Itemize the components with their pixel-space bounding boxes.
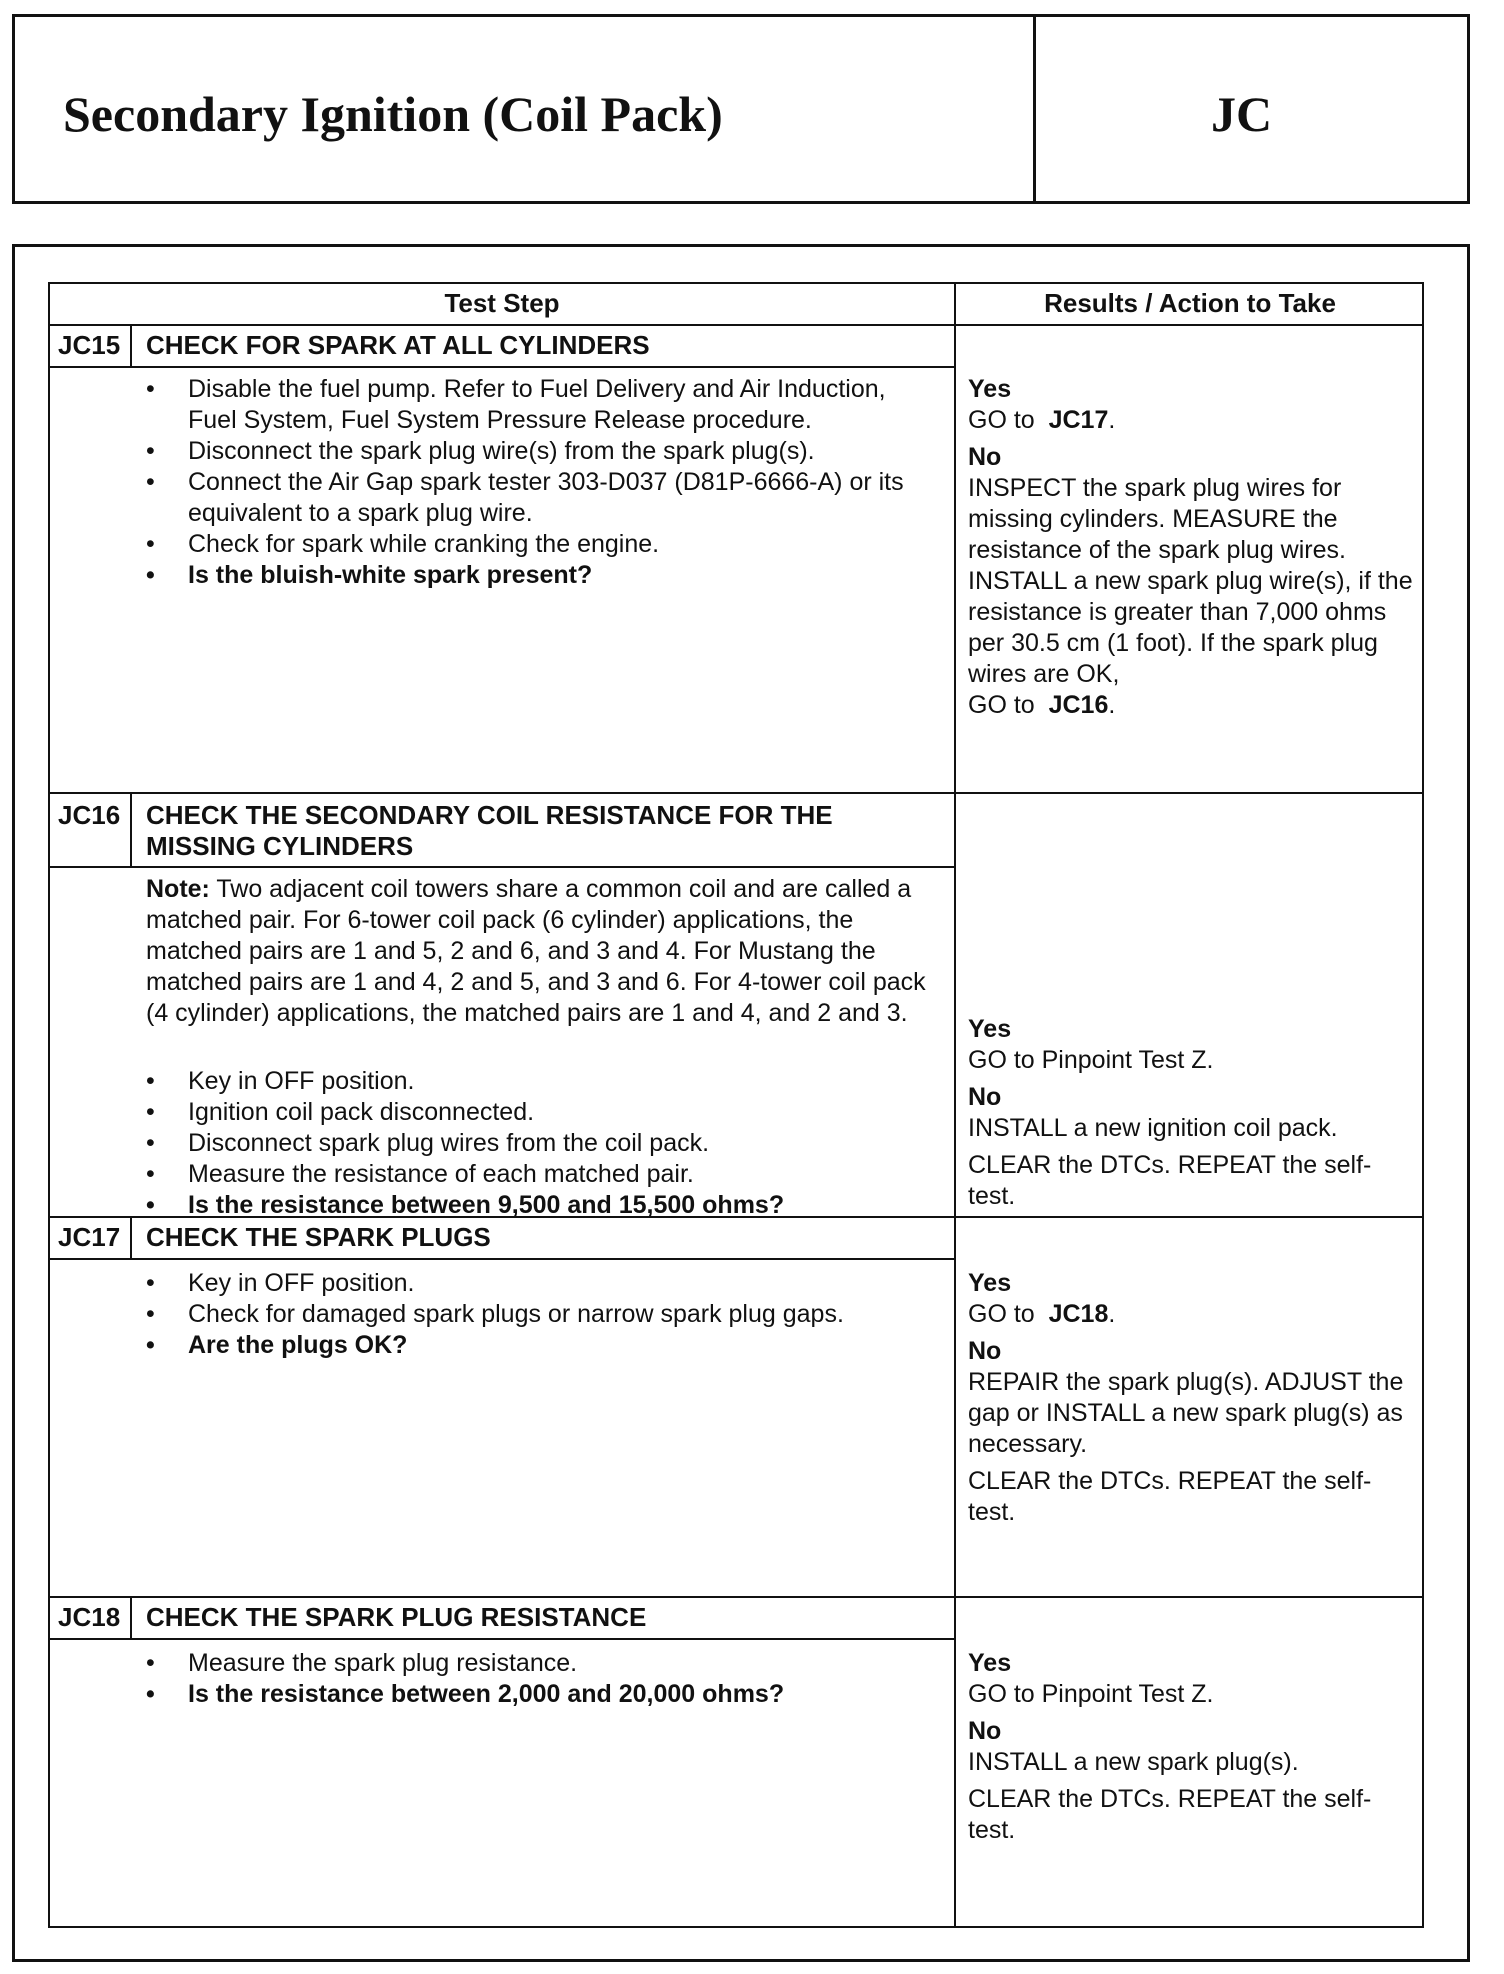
- step-title: CHECK THE SECONDARY COIL RESISTANCE FOR THE MISSING CYLINDERS: [146, 800, 833, 861]
- list-item: • Check for damaged spark plugs or narrow spark plug gaps.: [146, 1299, 936, 1330]
- step-question: • Is the bluish-white spark present?: [146, 560, 936, 591]
- yes-label: Yes: [968, 375, 1012, 403]
- step-id: JC18: [58, 1602, 121, 1632]
- list-item: • Key in OFF position.: [146, 1268, 936, 1299]
- list-item: • Check for spark while cranking the engine.: [146, 529, 936, 560]
- list-item: • Ignition coil pack disconnected.: [146, 1097, 936, 1128]
- page-header: [12, 14, 1470, 204]
- no-action-followup: CLEAR the DTCs. REPEAT the self-test.: [968, 1151, 1372, 1210]
- step-id: JC16: [58, 800, 121, 830]
- step-results: [968, 1648, 1418, 1846]
- yes-label: Yes: [968, 1269, 1012, 1297]
- list-item: • Disconnect the spark plug wire(s) from the spark plug(s).: [146, 436, 936, 467]
- yes-label: Yes: [968, 1649, 1012, 1677]
- step-rule: [50, 1596, 1422, 1598]
- list-item: • Measure the spark plug resistance.: [146, 1648, 936, 1679]
- column-header-results: Results / Action to Take: [1044, 288, 1336, 318]
- step-results: [968, 374, 1418, 721]
- no-action: INSTALL a new spark plug(s).: [968, 1748, 1299, 1776]
- step-id: JC15: [58, 330, 121, 360]
- step-rule: [50, 792, 1422, 794]
- header-rule: [50, 324, 1422, 326]
- step-instructions: [146, 1066, 936, 1221]
- no-action-followup: CLEAR the DTCs. REPEAT the self-test.: [968, 1467, 1372, 1526]
- yes-action: GO to Pinpoint Test Z.: [968, 1680, 1214, 1708]
- section-code: JC: [1211, 86, 1273, 142]
- yes-action: GO to JC17.: [968, 406, 1116, 434]
- column-divider: [954, 284, 956, 1926]
- step-id: JC17: [58, 1222, 121, 1252]
- no-label: No: [968, 1717, 1002, 1745]
- yes-action: GO to JC18.: [968, 1300, 1116, 1328]
- no-action: REPAIR the spark plug(s). ADJUST the gap or INSTALL a new spark plug(s) as necessary.: [968, 1368, 1404, 1458]
- list-item: • Measure the resistance of each matched pair.: [146, 1159, 936, 1190]
- header-divider: [1033, 17, 1036, 201]
- list-item: • Connect the Air Gap spark tester 303-D037 (D81P-6666-A) or its equivalent to a spark plug wire.: [146, 467, 936, 529]
- step-instructions: [146, 1268, 936, 1361]
- list-item: • Disconnect spark plug wires from the coil pack.: [146, 1128, 936, 1159]
- column-header-test-step: Test Step: [444, 288, 560, 318]
- test-step-table: [48, 282, 1424, 1928]
- no-goto: GO to JC16.: [968, 691, 1116, 719]
- step-instructions: [146, 1648, 936, 1710]
- no-label: No: [968, 1337, 1002, 1365]
- page-title: Secondary Ignition (Coil Pack): [63, 86, 723, 142]
- note-label: Note:: [146, 875, 210, 903]
- step-note: [146, 874, 936, 1029]
- list-item: • Disable the fuel pump. Refer to Fuel Delivery and Air Induction, Fuel System, Fuel System Pressure Release procedure.: [146, 374, 936, 436]
- step-title-rule: [50, 1638, 954, 1640]
- step-title-rule: [50, 866, 954, 868]
- no-label: No: [968, 1083, 1002, 1111]
- step-title: CHECK FOR SPARK AT ALL CYLINDERS: [146, 330, 650, 360]
- step-question: • Are the plugs OK?: [146, 1330, 936, 1361]
- list-item: • Key in OFF position.: [146, 1066, 936, 1097]
- yes-label: Yes: [968, 1015, 1012, 1043]
- step-results: [968, 1268, 1418, 1528]
- step-question: • Is the resistance between 2,000 and 20,000 ohms?: [146, 1679, 936, 1710]
- step-title: CHECK THE SPARK PLUGS: [146, 1222, 491, 1252]
- step-title-rule: [50, 1258, 954, 1260]
- step-rule: [50, 1216, 1422, 1218]
- no-action: INSTALL a new ignition coil pack.: [968, 1114, 1338, 1142]
- step-title-rule: [50, 366, 954, 368]
- yes-action: GO to Pinpoint Test Z.: [968, 1046, 1214, 1074]
- step-question: • Is the resistance between 9,500 and 15,500 ohms?: [146, 1190, 936, 1221]
- step-results: [968, 1014, 1418, 1212]
- goto-step-link[interactable]: JC16: [1048, 691, 1109, 719]
- no-action-followup: CLEAR the DTCs. REPEAT the self-test.: [968, 1785, 1372, 1844]
- step-instructions: [146, 374, 936, 591]
- note-text: Two adjacent coil towers share a common coil and are called a matched pair. For 6-tower coil pack (6 cylinder) applications, the matched pairs are 1 and 5, 2 and 6, and 3 and 4. For Mustang the matched pairs are 1 and 4, 2 and 5, and 3 and 6. For 4-tower coil pack (4 cylinder) applications, the matched pairs are 1 and 4, and 2 and 3.: [146, 875, 926, 1027]
- goto-step-link[interactable]: JC17: [1048, 406, 1109, 434]
- no-label: No: [968, 443, 1002, 471]
- goto-step-link[interactable]: JC18: [1048, 1300, 1109, 1328]
- no-action: INSPECT the spark plug wires for missing cylinders. MEASURE the resistance of the spark plug wires. INSTALL a new spark plug wire(s), if the resistance is greater than 7,000 ohms per 30.5 cm (1 foot). If the spark plug wires are OK,: [968, 474, 1413, 688]
- step-title: CHECK THE SPARK PLUG RESISTANCE: [146, 1602, 647, 1632]
